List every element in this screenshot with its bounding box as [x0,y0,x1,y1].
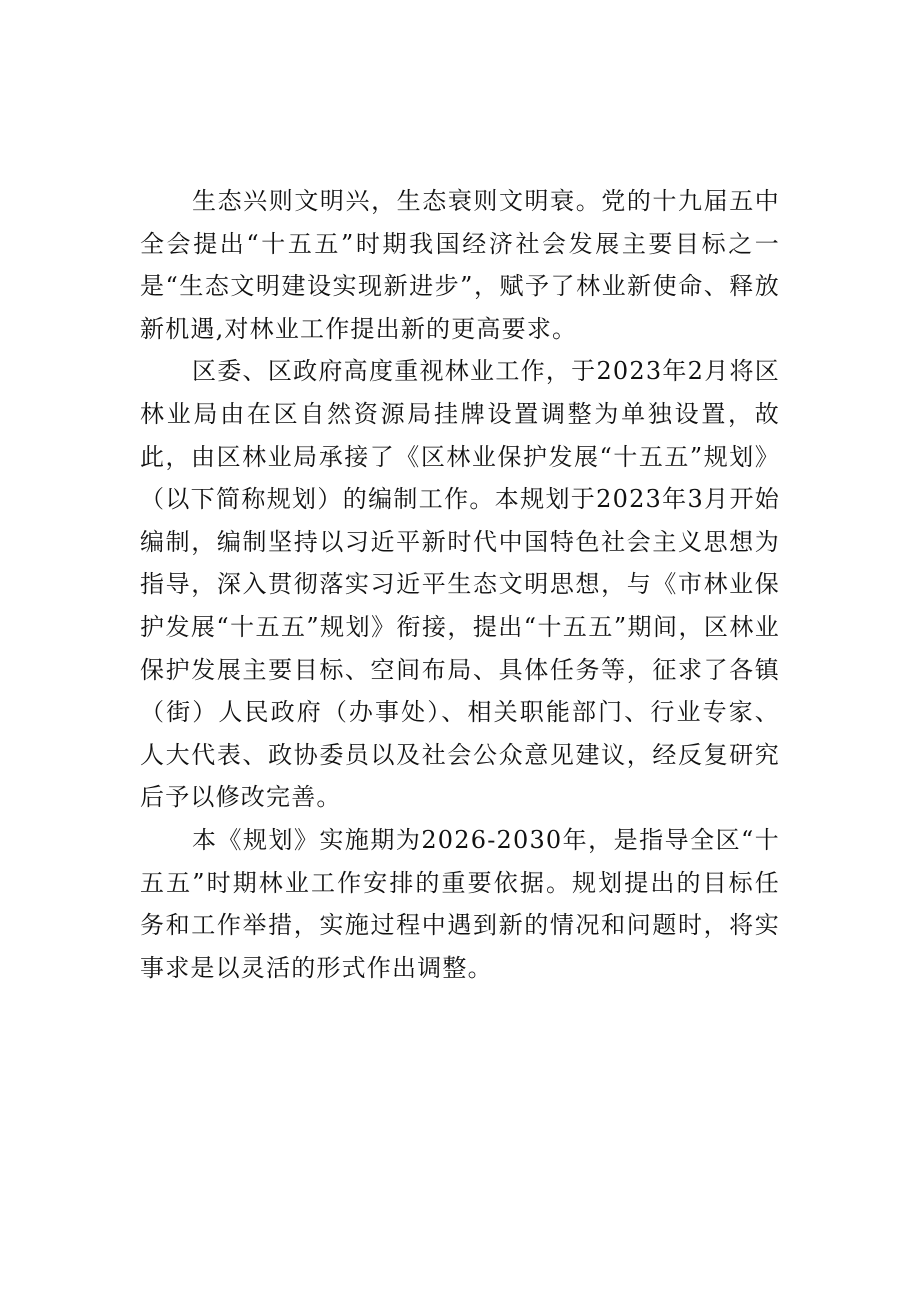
document-body [140,180,780,989]
paragraph-intro: 生态兴则文明兴，生态衰则文明衰。党的十九届五中全会提出“十五五”时期我国经济社会发展主要目标之一是“生态文明建设实现新进步”，赋予了林业新使命、释放新机遇,对林业工作提出新的更高要求。 [140,187,780,343]
paragraph-background: 区委、区政府高度重视林业工作，于2023年2月将区林业局由在区自然资源局挂牌设置调整为单独设置，故此，由区林业局承接了《区林业保护发展“十五五”规划》（以下简称规划）的编制工作。本规划于2023年3月开始编制，编制坚持以习近平新时代中国特色社会主义思想为指导，深入贯彻落实习近平生态文明思想，与《市林业保护发展“十五五”规划》衔接，提出“十五五”期间，区林业保护发展主要目标、空间布局、具体任务等，征求了各镇（街）人民政府（办事处）、相关职能部门、行业专家、人大代表、政协委员以及社会公众意见建议，经反复研究后予以修改完善。 [140,357,780,812]
paragraph-implementation: 本《规划》实施期为2026-2030年，是指导全区“十五五”时期林业工作安排的重要依据。规划提出的目标任务和工作举措，实施过程中遇到新的情况和问题时，将实事求是以灵活的形式作出调整。 [140,825,780,982]
